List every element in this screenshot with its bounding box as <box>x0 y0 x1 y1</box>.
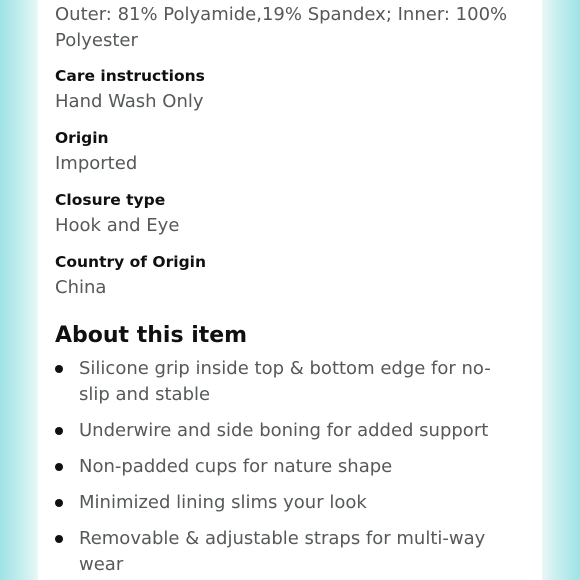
list-item <box>55 454 525 480</box>
about-this-item-heading: About this item <box>55 323 248 348</box>
spec-value-care: Hand Wash Only <box>55 91 204 112</box>
bullet-text: Removable & adjustable straps for multi-way wear <box>79 528 486 575</box>
bullet-icon <box>55 499 63 507</box>
spec-label-closure: Closure type <box>55 191 166 209</box>
list-item <box>55 490 525 516</box>
spec-closure-type <box>55 190 525 238</box>
spec-country-of-origin <box>55 252 525 300</box>
bullet-text: Minimized lining slims your look <box>79 492 367 513</box>
spec-label-origin: Origin <box>55 129 109 147</box>
bullet-icon <box>55 535 63 543</box>
product-detail-sheet <box>38 0 542 580</box>
bullet-text: Non-padded cups for nature shape <box>79 456 393 477</box>
list-item <box>55 356 525 408</box>
spec-value-origin: Imported <box>55 153 138 174</box>
spec-label-country: Country of Origin <box>55 253 207 271</box>
list-item <box>55 526 525 578</box>
spec-care-instructions <box>55 66 525 114</box>
spec-value-country: China <box>55 277 107 298</box>
bullet-icon <box>55 427 63 435</box>
spec-value-closure: Hook and Eye <box>55 215 180 236</box>
bullet-icon <box>55 463 63 471</box>
spec-label-care: Care instructions <box>55 67 205 85</box>
bullet-text: Underwire and side boning for added support <box>79 420 489 441</box>
spec-origin <box>55 128 525 176</box>
bullet-text: Silicone grip inside top & bottom edge for no-slip and stable <box>79 358 491 405</box>
bullet-icon <box>55 365 63 373</box>
material-value: Outer: 81% Polyamide,19% Spandex; Inner: 100% Polyester <box>55 4 508 51</box>
list-item <box>55 418 525 444</box>
